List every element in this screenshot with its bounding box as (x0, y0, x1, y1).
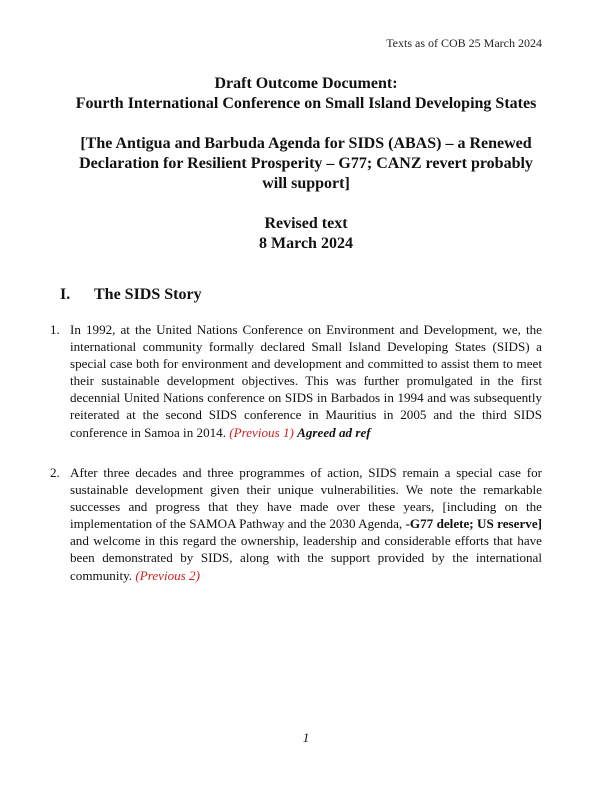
revision-date: 8 March 2024 (259, 235, 353, 252)
section-number: I. (60, 286, 71, 303)
paragraph-2 (50, 464, 542, 584)
revision-label: Revised text (264, 215, 348, 232)
title-line-1: Draft Outcome Document: (214, 75, 398, 92)
agreed-status: Agreed ad ref (297, 424, 371, 440)
paragraph-text-after: and welcome in this regard the ownership, leadership and considerable efforts that have been demonstrated by SIDS, along with the support provided by the international community. (70, 533, 542, 583)
section-heading (60, 286, 202, 304)
document-title-block (60, 74, 552, 254)
paragraph-1 (50, 321, 542, 441)
paragraph-number: 1. (50, 322, 60, 337)
previous-reference: (Previous 1) (229, 424, 294, 440)
previous-reference: (Previous 2) (135, 567, 200, 583)
page-number: 1 (302, 730, 310, 745)
bracket-note: -G77 delete; US reserve] (405, 516, 542, 532)
header-note: Texts as of COB 25 March 2024 (386, 36, 542, 50)
subtitle-line-2: Declaration for Resilient Prosperity – G77; CANZ revert probably (79, 155, 533, 172)
title-line-2: Fourth International Conference on Small Island Developing States (75, 95, 537, 112)
paragraph-text-before: After three decades and three programmes of action, SIDS remain a special case for sustainable development given their unique vulnerabilities. We note the remarkable successes and progress that they have made over these years, [including on the implementation of the SAMOA Pathway and the 2030 Agenda, (70, 465, 542, 532)
paragraph-number: 2. (50, 465, 60, 480)
subtitle-line-1: [The Antigua and Barbuda Agenda for SIDS (ABAS) – a Renewed (80, 135, 532, 152)
paragraph-text: In 1992, at the United Nations Conference on Environment and Development, we, the international community formally declared Small Island Developing States (SIDS) a special case both for environment and development and committed to assist them to meet their sustainable development objectives. This was further promulgated in the first decennial United Nations conference on SIDS in Barbados in 1994 and was subsequently reiterated at the second SIDS conference in Mauritius in 2005 and the third SIDS conference in Samoa in 2014. (70, 322, 542, 440)
section-title: The SIDS Story (94, 286, 202, 303)
subtitle-line-3: will support] (262, 175, 350, 192)
